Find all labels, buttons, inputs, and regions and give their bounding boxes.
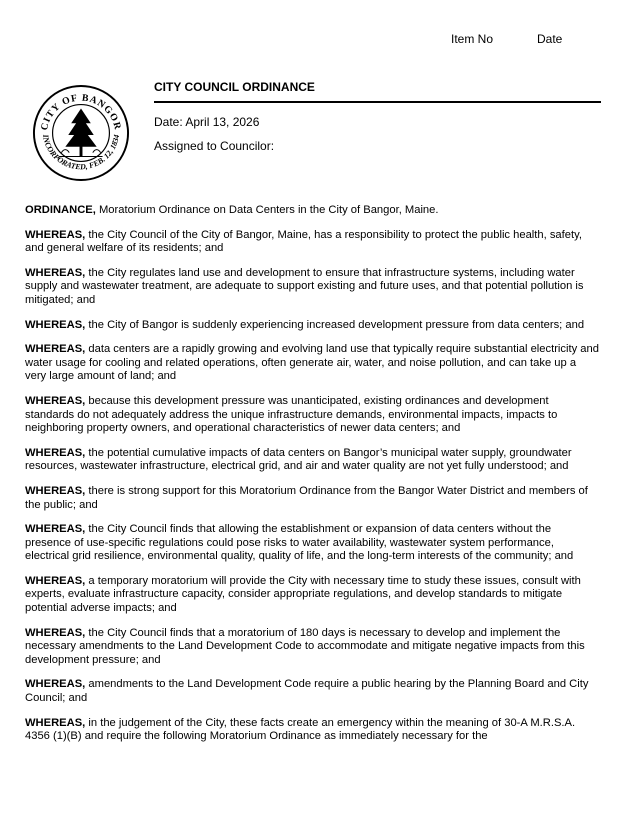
whereas-paragraph [25,523,600,564]
paragraph-lead: WHEREAS, [25,484,86,497]
whereas-paragraph [25,678,600,705]
paragraph-text: data centers are a rapidly growing and evolving land use that typically require substantial electricity and water usage for cooling and related operations, often generate air, water, and noise pollution, and can take up a very large amount of land; and [25,343,599,383]
whereas-paragraph [25,319,600,333]
paragraph-lead: WHEREAS, [25,266,86,279]
whereas-paragraph [25,267,600,308]
paragraph-lead: WHEREAS, [25,446,86,459]
paragraph-text: the City Council finds that a moratorium of 180 days is necessary to develop and implement the necessary amendments to the Land Development Code to accommodate and mitigate negative impacts from this development pressure; and [25,626,585,666]
city-seal [32,84,130,182]
whereas-paragraph [25,575,600,616]
paragraph-text: Moratorium Ordinance on Data Centers in the City of Bangor, Maine. [95,204,439,216]
paragraph-text: the City Council finds that allowing the establishment or expansion of data centers without the presence of use-specific regulations could pose risks to water availability, wastewater system performance, electrical grid resilience, environmental quality, quality of life, and the long-term interests of the community; and [25,523,574,563]
paragraph-text: amendments to the Land Development Code require a public hearing by the Planning Board and City Council; and [25,678,589,705]
paragraph-lead: WHEREAS, [25,228,86,241]
paragraph-lead: WHEREAS, [25,394,86,407]
paragraph-lead: ORDINANCE, [25,204,96,216]
paragraph-lead: WHEREAS, [25,318,86,331]
tree-seal-icon [59,109,102,157]
ordinance-date: Date: April 13, 2026 [154,115,260,129]
seal-top-text: CITY OF BANGOR [38,92,124,132]
paragraph-text: the City Council of the City of Bangor, Maine, has a responsibility to protect the public health, safety, and general welfare of its residents; and [25,228,582,255]
item-no-label: Item No [451,32,494,46]
paragraph-text: the potential cumulative impacts of data centers on Bangor’s municipal water supply, groundwater resources, wastewater infrastructure, electrical grid, and air and water quality are not yet fully understood; and [25,446,572,473]
whereas-paragraph [25,395,600,436]
ordinance-body [25,204,600,755]
page-title: CITY COUNCIL ORDINANCE [154,80,315,94]
seal-bottom-text: INCORPORATED, FEB. 12, 1834 [40,133,122,172]
paragraph-lead: WHEREAS, [25,343,86,356]
paragraph-lead: WHEREAS, [25,523,86,536]
paragraph-text: because this development pressure was unanticipated, existing ordinances and development standards do not adequately address the unique infrastructure demands, environmental impacts, impacts to neighboring property owners, and operational characteristics of newer data centers; and [25,394,558,435]
paragraph-text: a temporary moratorium will provide the City with necessary time to study these issues, consult with experts, evaluate infrastructure capacity, consider appropriate regulations, and develop standards to mitigate potential adverse impacts; and [25,574,581,615]
whereas-paragraph [25,447,600,474]
date-label: Date [537,32,563,46]
paragraph-text: in the judgement of the City, these facts create an emergency within the meaning of 30-A M.R.S.A. 4356 (1)(B) and require the following Moratorium Ordinance as immediately necessary for the [25,716,576,743]
paragraph-lead: WHEREAS, [25,574,86,587]
paragraph-text: the City regulates land use and development to ensure that infrastructure systems, including water supply and wastewater treatment, are adequate to support existing and future uses, and that potential pollution is mitigated; and [25,266,584,306]
paragraph-lead: WHEREAS, [25,678,86,691]
title-divider [154,101,601,103]
whereas-paragraph [25,485,600,512]
whereas-paragraph [25,229,600,256]
paragraph-text: the City of Bangor is suddenly experiencing increased development pressure from data centers; and [85,318,585,331]
assigned-councilor: Assigned to Councilor: [154,139,275,153]
whereas-paragraph [25,343,600,384]
paragraph-text: there is strong support for this Moratorium Ordinance from the Bangor Water District and members of the public; and [25,484,588,511]
paragraph-lead: WHEREAS, [25,716,86,729]
paragraph-lead: WHEREAS, [25,626,86,639]
whereas-paragraph [25,717,600,744]
whereas-paragraph [25,627,600,668]
ordinance-paragraph [25,204,600,218]
